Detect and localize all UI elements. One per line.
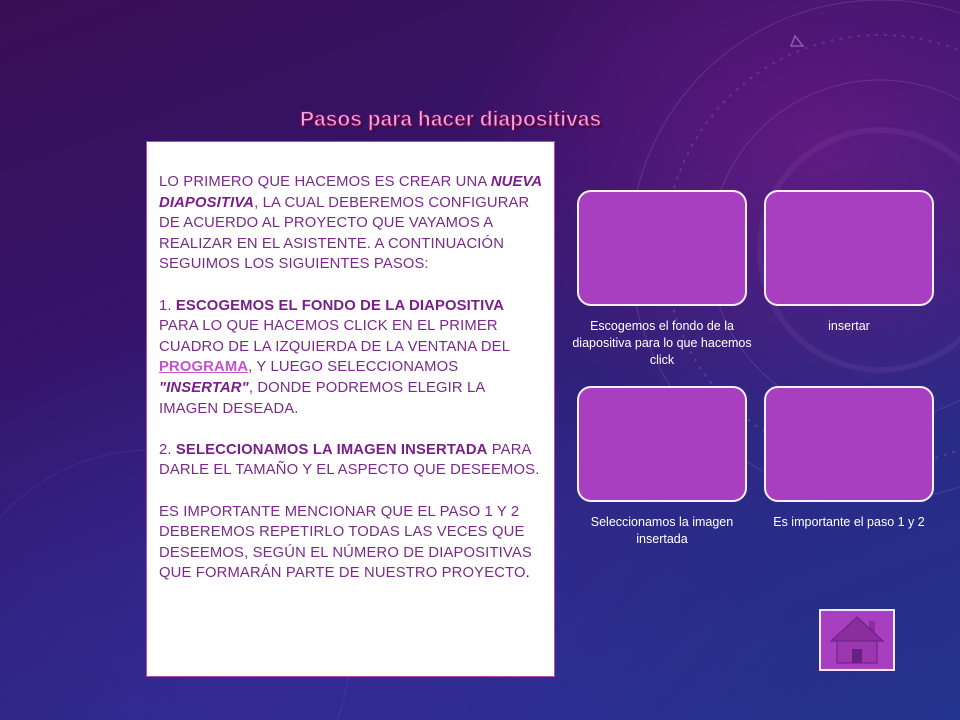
closing-period: . [525, 565, 530, 582]
intro-paragraph [159, 172, 542, 275]
step-1-text: PARA LO QUE HACEMOS CLICK EN EL PRIMER CUADRO DE LA IZQUIERDA DE LA VENTANA DEL [159, 318, 510, 355]
insertar-emphasis: "INSERTAR" [159, 379, 249, 396]
home-button[interactable] [819, 609, 895, 671]
intro-text: LO PRIMERO QUE HACEMOS ES CREAR UNA [159, 174, 491, 190]
intro-emphasis: NUEVA DIAPOSITIVA [159, 174, 542, 211]
step-box-2[interactable] [764, 190, 934, 306]
step-caption-3: Seleccionamos la imagen insertada [590, 515, 734, 546]
step-2-number: 2. [159, 441, 176, 458]
step-1-text-2: , Y LUEGO SELECCIONAMOS [248, 359, 459, 376]
step-1-paragraph [159, 296, 542, 420]
closing-text: ES IMPORTANTE MENCIONAR QUE EL PASO 1 Y 2 DEBEREMOS REPETIRLO TODAS LAS VECES QUE DESEEMOS, SEGÚN EL NÚMERO DE DIAPOSITIVAS QUE FORMARÁN PARTE DE NUESTRO PROYECTO [159, 503, 532, 582]
slide-title: Pasos para hacer diapositivas [300, 108, 602, 131]
step-box-3[interactable] [577, 386, 747, 502]
closing-paragraph [159, 502, 542, 584]
step-1-text-3: , DONDE PODREMOS ELEGIR LA IMAGEN DESEADA. [159, 379, 485, 417]
step-caption-1: Escogemos el fondo de la diapositiva para lo que hacemos click [572, 319, 752, 367]
step-caption-4: Es importante el paso 1 y 2 [773, 515, 925, 529]
instructions-text-box [146, 141, 555, 677]
step-2-heading: SELECCIONAMOS LA IMAGEN INSERTADA [175, 441, 488, 458]
step-box-4[interactable] [764, 386, 934, 502]
step-1-heading: ESCOGEMOS EL FONDO DE LA DIAPOSITIVA [175, 297, 505, 314]
step-box-1[interactable] [577, 190, 747, 306]
step-2-text: PARA DARLE EL TAMAÑO Y EL ASPECTO QUE DESEEMOS. [159, 441, 540, 479]
step-1-number: 1. [159, 297, 176, 314]
step-2-paragraph [159, 440, 542, 481]
intro-text-rest: , LA CUAL DEBEREMOS CONFIGURAR DE ACUERDO AL PROYECTO QUE VAYAMOS A REALIZAR EN EL ASISTENTE. A CONTINUACIÓN SEGUIMOS LOS SIGUIENTES PASOS: [159, 194, 530, 273]
step-caption-2: insertar [828, 319, 870, 333]
home-icon [821, 611, 893, 669]
programa-link[interactable]: PROGRAMA [159, 359, 249, 376]
